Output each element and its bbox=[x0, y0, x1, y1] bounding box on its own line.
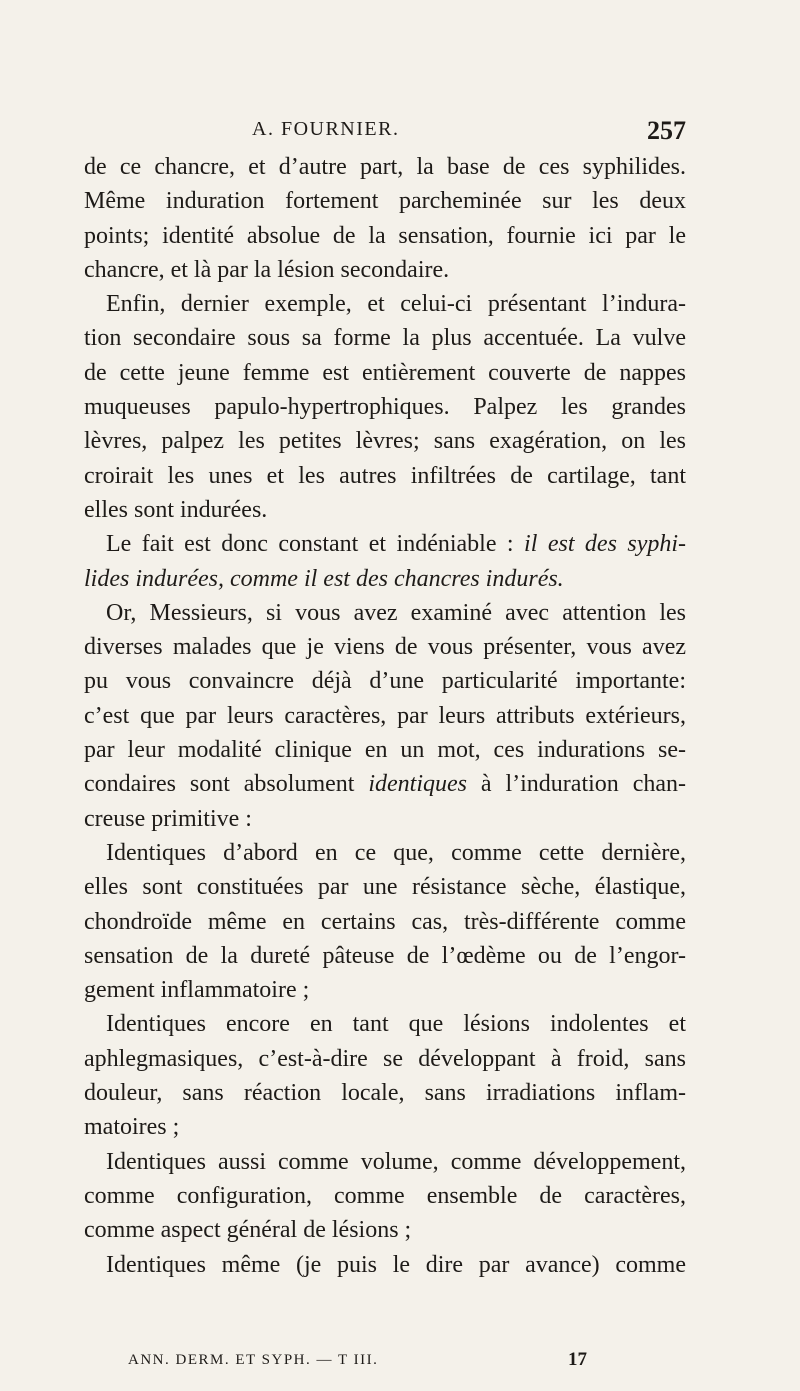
text-line: chancre, et là par la lésion secondaire. bbox=[84, 256, 450, 283]
text-line: de cette jeune femme est entièrement couverte de nappes bbox=[84, 359, 686, 386]
text-line: gement inflammatoire ; bbox=[84, 977, 310, 1004]
text-line: muqueuses papulo-hypertrophiques. Palpez les grandes bbox=[84, 394, 686, 421]
text-line: sensation de la dureté pâteuse de l’œdème ou de l’engor- bbox=[84, 942, 686, 969]
italic-segment: il est des syphi- bbox=[524, 531, 686, 558]
text-line: par leur modalité clinique en un mot, ces indurations se- bbox=[84, 737, 686, 764]
body-text bbox=[84, 150, 686, 1282]
text-line: tion secondaire sous sa forme la plus accentuée. La vulve bbox=[84, 325, 686, 352]
text-line: de ce chancre, et d’autre part, la base de ces syphilides. bbox=[84, 154, 686, 180]
page-number: 257 bbox=[647, 116, 686, 145]
italic-segment: lides indurées, comme il est des chancres indurés. bbox=[84, 565, 564, 592]
text-line: Or, Messieurs, si vous avez examiné avec attention les bbox=[106, 599, 686, 626]
text-segment: condaires sont absolument bbox=[84, 771, 369, 798]
running-head bbox=[84, 118, 686, 148]
text-line: comme aspect général de lésions ; bbox=[84, 1217, 412, 1244]
italic-segment: identiques bbox=[368, 771, 467, 798]
text-segment: à l’induration chan- bbox=[467, 771, 686, 798]
text-line bbox=[84, 767, 686, 801]
text-line: Identiques aussi comme volume, comme développement, bbox=[106, 1148, 686, 1175]
text-line: comme configuration, comme ensemble de caractères, bbox=[84, 1182, 686, 1209]
text-line: c’est que par leurs caractères, par leurs attributs extérieurs, bbox=[84, 702, 686, 729]
text-line: elles sont indurées. bbox=[84, 496, 268, 523]
text-line: Même induration fortement parcheminée sur les deux bbox=[84, 188, 686, 215]
text-line: Identiques d’abord en ce que, comme cette dernière, bbox=[106, 839, 686, 866]
text-line: diverses malades que je viens de vous présenter, vous avez bbox=[84, 634, 686, 661]
text-line: croirait les unes et les autres infiltrées de cartilage, tant bbox=[84, 462, 686, 489]
text-line: creuse primitive : bbox=[84, 805, 252, 832]
signature-mark: ANN. DERM. ET SYPH. — T III. bbox=[128, 1352, 379, 1368]
text-line: Enfin, dernier exemple, et celui-ci présentant l’indura- bbox=[106, 291, 686, 318]
text-line: Identiques encore en tant que lésions indolentes et bbox=[106, 1011, 686, 1038]
sheet-number: 17 bbox=[568, 1349, 587, 1370]
text-line bbox=[84, 562, 686, 596]
text-line: aphlegmasiques, c’est-à-dire se développant à froid, sans bbox=[84, 1045, 686, 1072]
text-line: chondroïde même en certains cas, très-différente comme bbox=[84, 908, 686, 935]
text-line: points; identité absolue de la sensation, fournie ici par le bbox=[84, 222, 686, 249]
text-line: elles sont constituées par une résistance sèche, élastique, bbox=[84, 874, 686, 901]
text-line: douleur, sans réaction locale, sans irradiations inflam- bbox=[84, 1080, 686, 1107]
text-line: matoires ; bbox=[84, 1114, 180, 1141]
text-line: pu vous convaincre déjà d’une particularité importante: bbox=[84, 668, 686, 695]
page-footer bbox=[128, 1349, 598, 1376]
text-line: Identiques même (je puis le dire par avance) comme bbox=[106, 1251, 686, 1278]
text-line bbox=[84, 527, 686, 561]
running-title: A. FOURNIER. bbox=[252, 118, 400, 140]
text-line: lèvres, palpez les petites lèvres; sans exagération, on les bbox=[84, 428, 686, 455]
text-segment: Le fait est donc constant et indéniable : bbox=[106, 531, 525, 558]
